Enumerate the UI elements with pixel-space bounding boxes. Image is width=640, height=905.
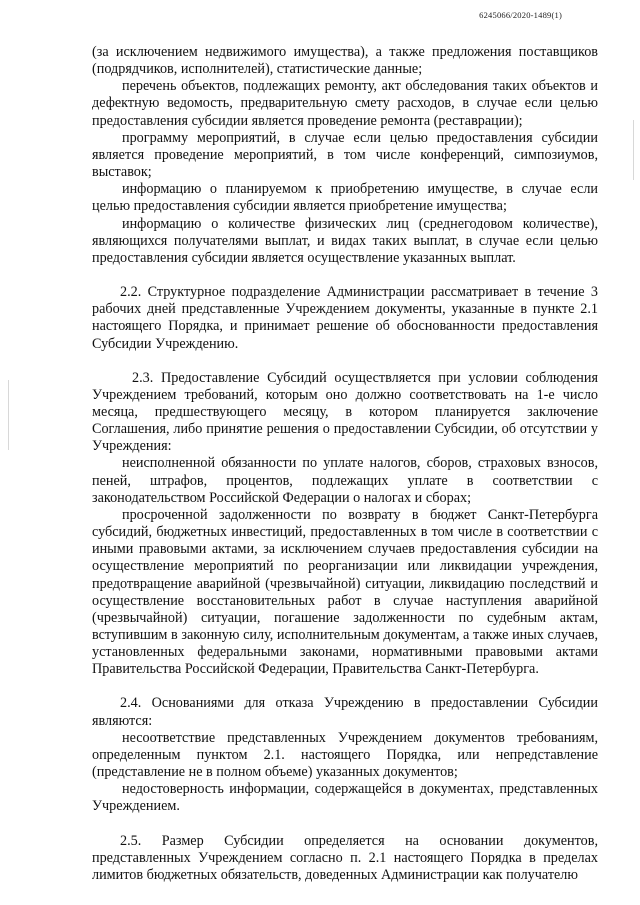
document-id: 6245066/2020-1489(1) — [479, 10, 562, 20]
paragraph: несоответствие представленных Учреждением документов требованиям, определенным пунктом 2.1. настоящего Порядка, или непредставление (представление не в полном объеме) указанных документов; — [92, 729, 598, 781]
section-paragraph: 2.3. Предоставление Субсидий осуществляется при условии соблюдения Учреждением требований, которым оно должно соответствовать на 1-е число месяца, предшествующего месяцу, в котором планируется заключение Соглашения, либо принятие решения о предоставлении Субсидии, об отсутствии у Учреждения: — [92, 369, 598, 455]
paragraph: недостоверность информации, содержащейся в документах, представленных Учреждением. — [92, 781, 598, 815]
paragraph: информацию о планируемом к приобретению имуществе, в случае если целью предоставления субсидии является приобретение имущества; — [92, 181, 598, 215]
section-paragraph: 2.4. Основаниями для отказа Учреждению в предоставлении Субсидии являются: — [92, 695, 598, 729]
paragraph: неисполненной обязанности по уплате налогов, сборов, страховых взносов, пеней, штрафов, процентов, подлежащих уплате в соответствии с законодательством Российской Федерации о налогах и сборах; — [92, 455, 598, 506]
scan-edge-mark — [8, 380, 9, 450]
document-body — [92, 44, 598, 884]
section-paragraph: 2.2. Структурное подразделение Администрации рассматривает в течение 3 рабочих дней представленные Учреждением документы, указанные в пункте 2.1 настоящего Порядка, и принимает решение об обоснованности предоставления Субсидии Учреждению. — [92, 284, 598, 352]
scan-edge-mark — [633, 120, 634, 180]
paragraph: просроченной задолженности по возврату в бюджет Санкт-Петербурга субсидий, бюджетных инвестиций, предоставленных в том числе в соответствии с иными правовыми актами, за исключением случаев предоставления субсидии на осуществление мероприятий по реорганизации или ликвидации учреждения, предотвращение аварийной (чрезвычайной) ситуации, ликвидацию последствий и осуществление восстановительных работ в случае наступления аварийной (чрезвычайной) ситуации, погашение задолженности по судебным актам, вступившим в законную силу, исполнительным документам, а также иных случаев, установленных федеральными законами, нормативными правовыми актами Правительства Российской Федерации, Правительства Санкт-Петербурга. — [92, 506, 598, 678]
paragraph: перечень объектов, подлежащих ремонту, акт обследования таких объектов и дефектную ведомость, предварительную смету расходов, в случае если целью предоставления субсидии является проведение ремонта (реставрации); — [92, 78, 598, 129]
paragraph: (за исключением недвижимого имущества), а также предложения поставщиков (подрядчиков, исполнителей), статистические данные; — [92, 44, 598, 78]
paragraph: программу мероприятий, в случае если целью предоставления субсидии является проведение мероприятий, в том числе конференций, симпозиумов, выставок; — [92, 129, 598, 181]
paragraph: информацию о количестве физических лиц (среднегодовом количестве), являющихся получателями выплат, и видах таких выплат, в случае если целью предоставления субсидии является осуществление указанных выплат. — [92, 215, 598, 266]
section-paragraph: 2.5. Размер Субсидии определяется на основании документов, представленных Учреждением согласно п. 2.1 настоящего Порядка в пределах лимитов бюджетных обязательств, доведенных Администрации как получателю — [92, 832, 598, 883]
